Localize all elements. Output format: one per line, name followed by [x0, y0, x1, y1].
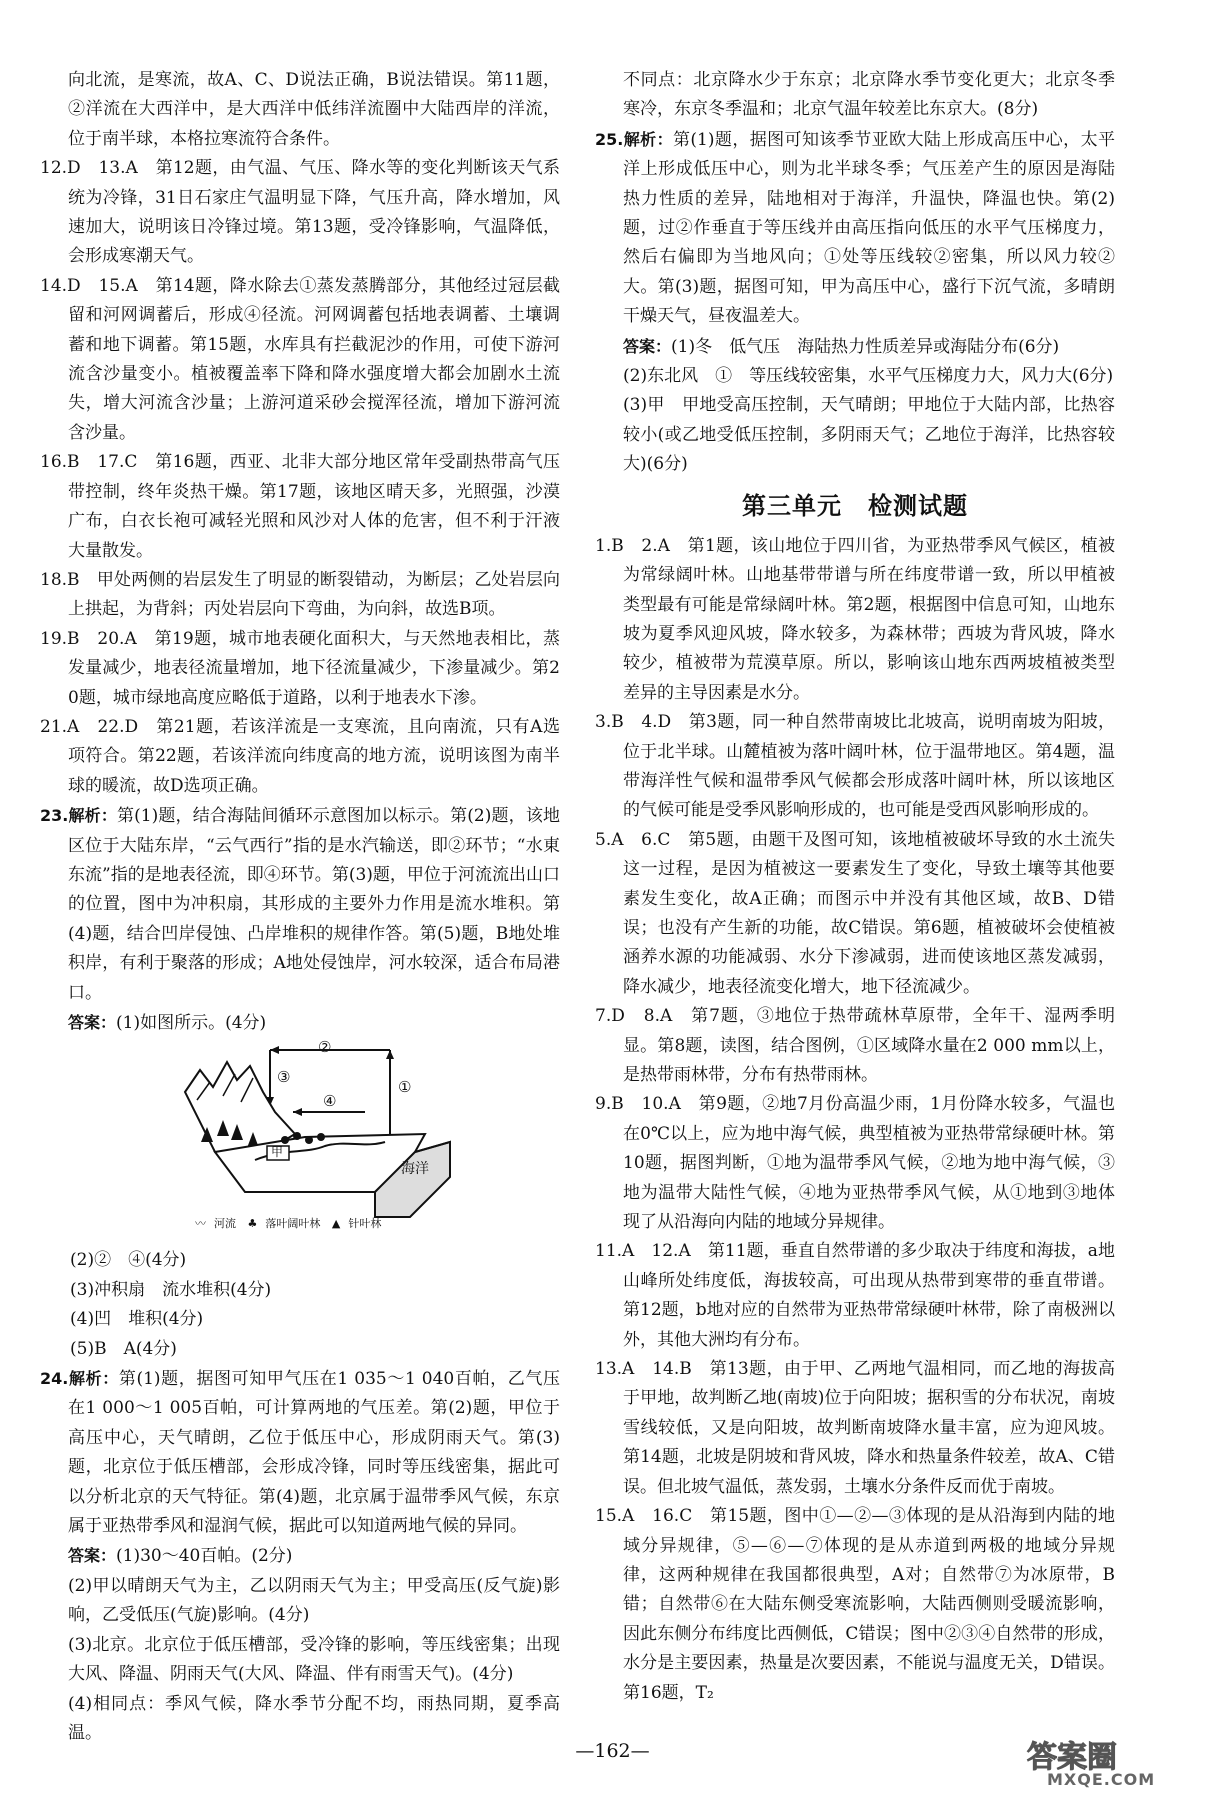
diagram-legend — [195, 1218, 389, 1229]
label-jia: 甲 — [271, 1145, 284, 1160]
answer-label: 答案： — [623, 336, 672, 356]
answer-24-analysis — [40, 1364, 560, 1541]
left-column — [40, 66, 560, 1748]
unit3-answer-11-12: 11.A 12.A 第11题，垂直自然带谱的多少取决于纬度和海拔，a地山峰所处纬度低，海拔较高，可出现从热带到寒带的垂直带谱。第12题，b地对应的自然带为亚热带常绿硬叶林带，除了南极洲以外，其他大洲均有分布。 — [595, 1241, 1115, 1350]
answer-continuation: 向北流，是寒流，故A、C、D说法正确，B说法错误。第11题，②洋流在大西洋中，是大西洋中低纬洋流圈中大陆西岸的洋流，位于南半球，本格拉寒流符合条件。 — [68, 70, 560, 149]
answer-12-13: 12.D 13.A 第12题，由气温、气压、降水等的变化判断该天气系统为冷锋，31日石家庄气温明显下降，气压升高，降水增加，风速加大，说明该日冷锋过境。第13题，受冷锋影响，气温降低，会形成寒潮天气。 — [40, 158, 560, 267]
answer-24-differences: 不同点：北京降水少于东京；北京降水季节变化更大；北京冬季寒冷，东京冬季温和；北京气温年较差比东京大。(8分) — [623, 70, 1115, 120]
answer-text: (1)30～40百帕。(2分) — [116, 1546, 293, 1567]
section-title — [595, 482, 1115, 530]
label-ocean: 海洋 — [401, 1161, 429, 1178]
answer-25-analysis — [595, 125, 1115, 332]
answer-24-part3: (3)北京。北京位于低压槽部，受冷锋的影响，等压线密集；出现大风、降温、阴雨天气(大风、降温、伴有雨雪天气)。(4分) — [68, 1634, 560, 1685]
answer-23-part2: (2)② ④(4分) — [70, 1250, 187, 1271]
label-4: ④ — [323, 1092, 337, 1111]
answer-25-part2: (2)东北风 ① 等压线较密集，水平气压梯度力大，风力大(6分) — [623, 366, 1114, 387]
label-3: ③ — [277, 1068, 291, 1087]
answer-25-part3: (3)甲 甲地受高压控制，天气晴朗；甲地位于大陆内部，比热容较小(或乙地受低压控制，多阴雨天气；乙地位于海洋，比热容较大)(6分) — [623, 395, 1115, 475]
unit3-answer-7-8: 7.D 8.A 第7题，③地位于热带疏林草原带，全年干、湿两季明显。第8题，读图，结合图例，①区域降水量在2 000 mm以上，是热带雨林带，分布有热带雨林。 — [595, 1006, 1115, 1085]
analysis-text: 第(1)题，结合海陆间循环示意图加以标示。第(2)题，该地区位于大陆东岸，“云气西行”指的是水汽输送，即②环节；“水東东流”指的是地表径流，即④环节。第(3)题，甲位于河流流出山口的位置，图中为冲积扇，其形成的主要外力作用是流水堆积。第(4)题，结合凹岸侵蚀、凸岸堆积的规律作答。第(5)题，B地处堆积岸，有利于聚落的形成；A地处侵蚀岸，河水较深，适合布局港口。 — [68, 806, 560, 1003]
page-number: —162— — [575, 1740, 650, 1762]
answer-18: 18.B 甲处两侧的岩层发生了明显的断裂错动，为断层；乙处岩层向上拱起，为背斜；丙处岩层向下弯曲，为向斜，故选B项。 — [40, 569, 560, 620]
analysis-text: 第(1)题，据图可知该季节亚欧大陆上形成高压中心，太平洋上形成低压中心，则为北半球冬季；气压差产生的原因是海陆热力性质的差异，陆地相对于海洋，升温快，降温也快。第(2)题，过②作垂直于等压线并由高压指向低压的水平气压梯度力，然后右偏即为当地风向；①处等压线较②密集，所以风力较②大。第(3)题，据图可知，甲为高压中心，盛行下沉气流，多晴朗干燥天气，昼夜温差大。 — [623, 129, 1115, 327]
answer-21-22: 21.A 22.D 第21题，若该洋流是一支寒流，且向南流，只有A选项符合。第22题，若该洋流向纬度高的地方流，说明该图为南半球的暖流，故D选项正确。 — [40, 716, 560, 796]
section-unit: 第三单元 — [742, 491, 842, 520]
unit3-answer-3-4: 3.B 4.D 第3题，同一种自然带南坡比北坡高，说明南坡为阳坡，位于北半球。山麓植被为落叶阔叶林，位于温带地区。第4题，温带海洋性气候和温带季风气候都会形成落叶阔叶林，所以该地区的气候可能是受季风影响形成的，也可能是受西风影响形成的。 — [595, 712, 1115, 821]
water-cycle-svg — [175, 1038, 475, 1218]
legend-conifer: 针叶林 — [348, 1217, 382, 1231]
answer-label: 答案： — [68, 1013, 117, 1032]
answer-19-20: 19.B 20.A 第19题，城市地表硬化面积大，与天然地表相比，蒸发量减少，地表径流量增加，地下径流量减少，下渗量减少。第20题，城市绿地高度应略低于道路，以利于地表水下渗。 — [40, 628, 560, 708]
answer-25-key — [595, 332, 1115, 362]
water-cycle-diagram — [175, 1038, 475, 1238]
answer-23-key — [40, 1008, 560, 1038]
legend-broadleaf-icon: ♣ — [247, 1217, 258, 1231]
section-name: 检测试题 — [868, 491, 968, 520]
unit3-answer-15-16: 15.A 16.C 第15题，图中①—②—③体现的是从沿海到内陆的地域分异规律，⑤—⑥—⑦体现的是从赤道到两极的地域分异规律，这两种规律在我国都很典型，A对；自然带⑦为冰原带，B错；自然带⑥在大陆东侧受寒流影响，大陆西侧则受暖流影响，因此东侧分布纬度比西侧低，C错误；图中②③④自然带的形成，水分是主要因素，热量是次要因素，不能说与温度无关，D错误。第16题，T₂ — [595, 1506, 1115, 1703]
answer-23-analysis — [40, 801, 560, 1008]
answer-23-part5: (5)B A(4分) — [70, 1338, 177, 1359]
answer-24-part2: (2)甲以晴朗天气为主，乙以阴雨天气为主；甲受高压(反气旋)影响，乙受低压(气旋)影响。(4分) — [68, 1575, 560, 1626]
answer-24-part4: (4)相同点：季风气候，降水季节分配不均，雨热同期，夏季高温。 — [68, 1693, 560, 1743]
watermark-site-text: MXQE.COM — [1047, 1770, 1156, 1789]
unit3-answer-1-2: 1.B 2.A 第1题，该山地位于四川省，为亚热带季风气候区，植被为常绿阔叶林。山地基带带谱与所在纬度带谱一致，所以甲植被类型最有可能是常绿阔叶林。第2题，根据图中信息可知，山地东坡为夏季风迎风坡，降水较多，为森林带；西坡为背风坡，降水较少，植被带为荒漠草原。所以，影响该山地东西两坡植被类型差异的主导因素是水分。 — [595, 535, 1115, 703]
legend-river: 河流 — [214, 1217, 236, 1231]
analysis-text: 第(1)题，据图可知甲气压在1 035～1 040百帕，乙气压在1 000～1 005百帕，可计算两地的气压差。第(2)题，甲位于高压中心，天气晴朗，乙位于低压中心，形成阴雨天气。第(3)题，北京位于低压槽部，会形成冷锋，同时等压线密集，据此可以分析北京的天气特征。第(4)题，北京属于温带季风气候，东京属于亚热带季风和湿润气候，据此可以知道两地气候的异同。 — [68, 1369, 560, 1537]
answer-14-15: 14.D 15.A 第14题，降水除去①蒸发蒸腾部分，其他经过冠层截留和河网调蓄后，形成④径流。河网调蓄包括地表调蓄、土壤调蓄和地下调蓄。第15题，水库具有拦截泥沙的作用，可使下游河流含沙量变小。植被覆盖率下降和降水强度增大都会加剧水土流失，增大河流含沙量；上游河道采砂会搅浑径流，增加下游河流含沙量。 — [40, 275, 560, 443]
label-1: ① — [398, 1078, 412, 1097]
answer-23-part3: (3)冲积扇 流水堆积(4分) — [70, 1279, 272, 1300]
legend-conifer-icon: ▲ — [331, 1217, 341, 1231]
watermark-logo-text: 答案圈 — [1027, 1740, 1117, 1775]
answer-text: (1)冬 低气压 海陆热力性质差异或海陆分布(6分) — [671, 336, 1060, 357]
legend-river-icon: 〰 — [195, 1217, 206, 1231]
answer-text: (1)如图所示。(4分) — [116, 1013, 267, 1033]
watermark-logo — [1017, 1732, 1207, 1792]
answer-label: 答案： — [68, 1546, 117, 1566]
analysis-label: 25.解析： — [595, 129, 673, 149]
answer-16-17: 16.B 17.C 第16题，西亚、北非大部分地区常年受副热带高气压带控制，终年炎热干燥。第17题，该地区晴天多，光照强，沙漠广布，白衣长袍可减轻光照和风沙对人体的危害，但不利于汗液大量散发。 — [40, 452, 560, 561]
unit3-answer-13-14: 13.A 14.B 第13题，由于甲、乙两地气温相同，而乙地的海拔高于甲地，故判断乙地(南坡)位于向阳坡；据积雪的分布状况，南坡雪线较低，又是向阳坡，故判断南坡降水量丰富，应为迎风坡。第14题，北坡是阴坡和背风坡，降水和热量条件较差，故A、C错误。但北坡气温低，蒸发弱，土壤水分条件反而优于南坡。 — [595, 1359, 1115, 1497]
unit3-answer-9-10: 9.B 10.A 第9题，②地7月份高温少雨，1月份降水较多，气温也在0℃以上，应为地中海气候，典型植被为亚热带常绿硬叶林。第10题，据图判断，①地为温带季风气候，②地为地中海气候，③地为温带大陆性气候，④地为亚热带季风气候，从①地到③地体现了从沿海向内陆的地域分异规律。 — [595, 1094, 1115, 1233]
answer-24-key — [40, 1541, 560, 1571]
answer-23-part4: (4)凹 堆积(4分) — [70, 1309, 204, 1330]
analysis-label: 23.解析： — [40, 806, 117, 826]
unit3-answer-5-6: 5.A 6.C 第5题，由题干及图可知，该地植被破坏导致的水土流失这一过程，是因为植被这一要素发生了变化，导致土壤等其他要素发生变化，故A正确；而图示中并没有其他区域，故B、D错误；也没有产生新的功能，故C错误。第6题，植被破坏会使植被涵养水源的功能减弱、水分下渗减弱，进而使该地区蒸发减弱，降水减少，地表径流变化增大，地下径流减少。 — [595, 829, 1115, 997]
analysis-label: 24.解析： — [40, 1369, 119, 1389]
right-column — [595, 66, 1115, 1708]
label-2: ② — [318, 1038, 332, 1057]
legend-broadleaf: 落叶阔叶林 — [265, 1217, 321, 1231]
